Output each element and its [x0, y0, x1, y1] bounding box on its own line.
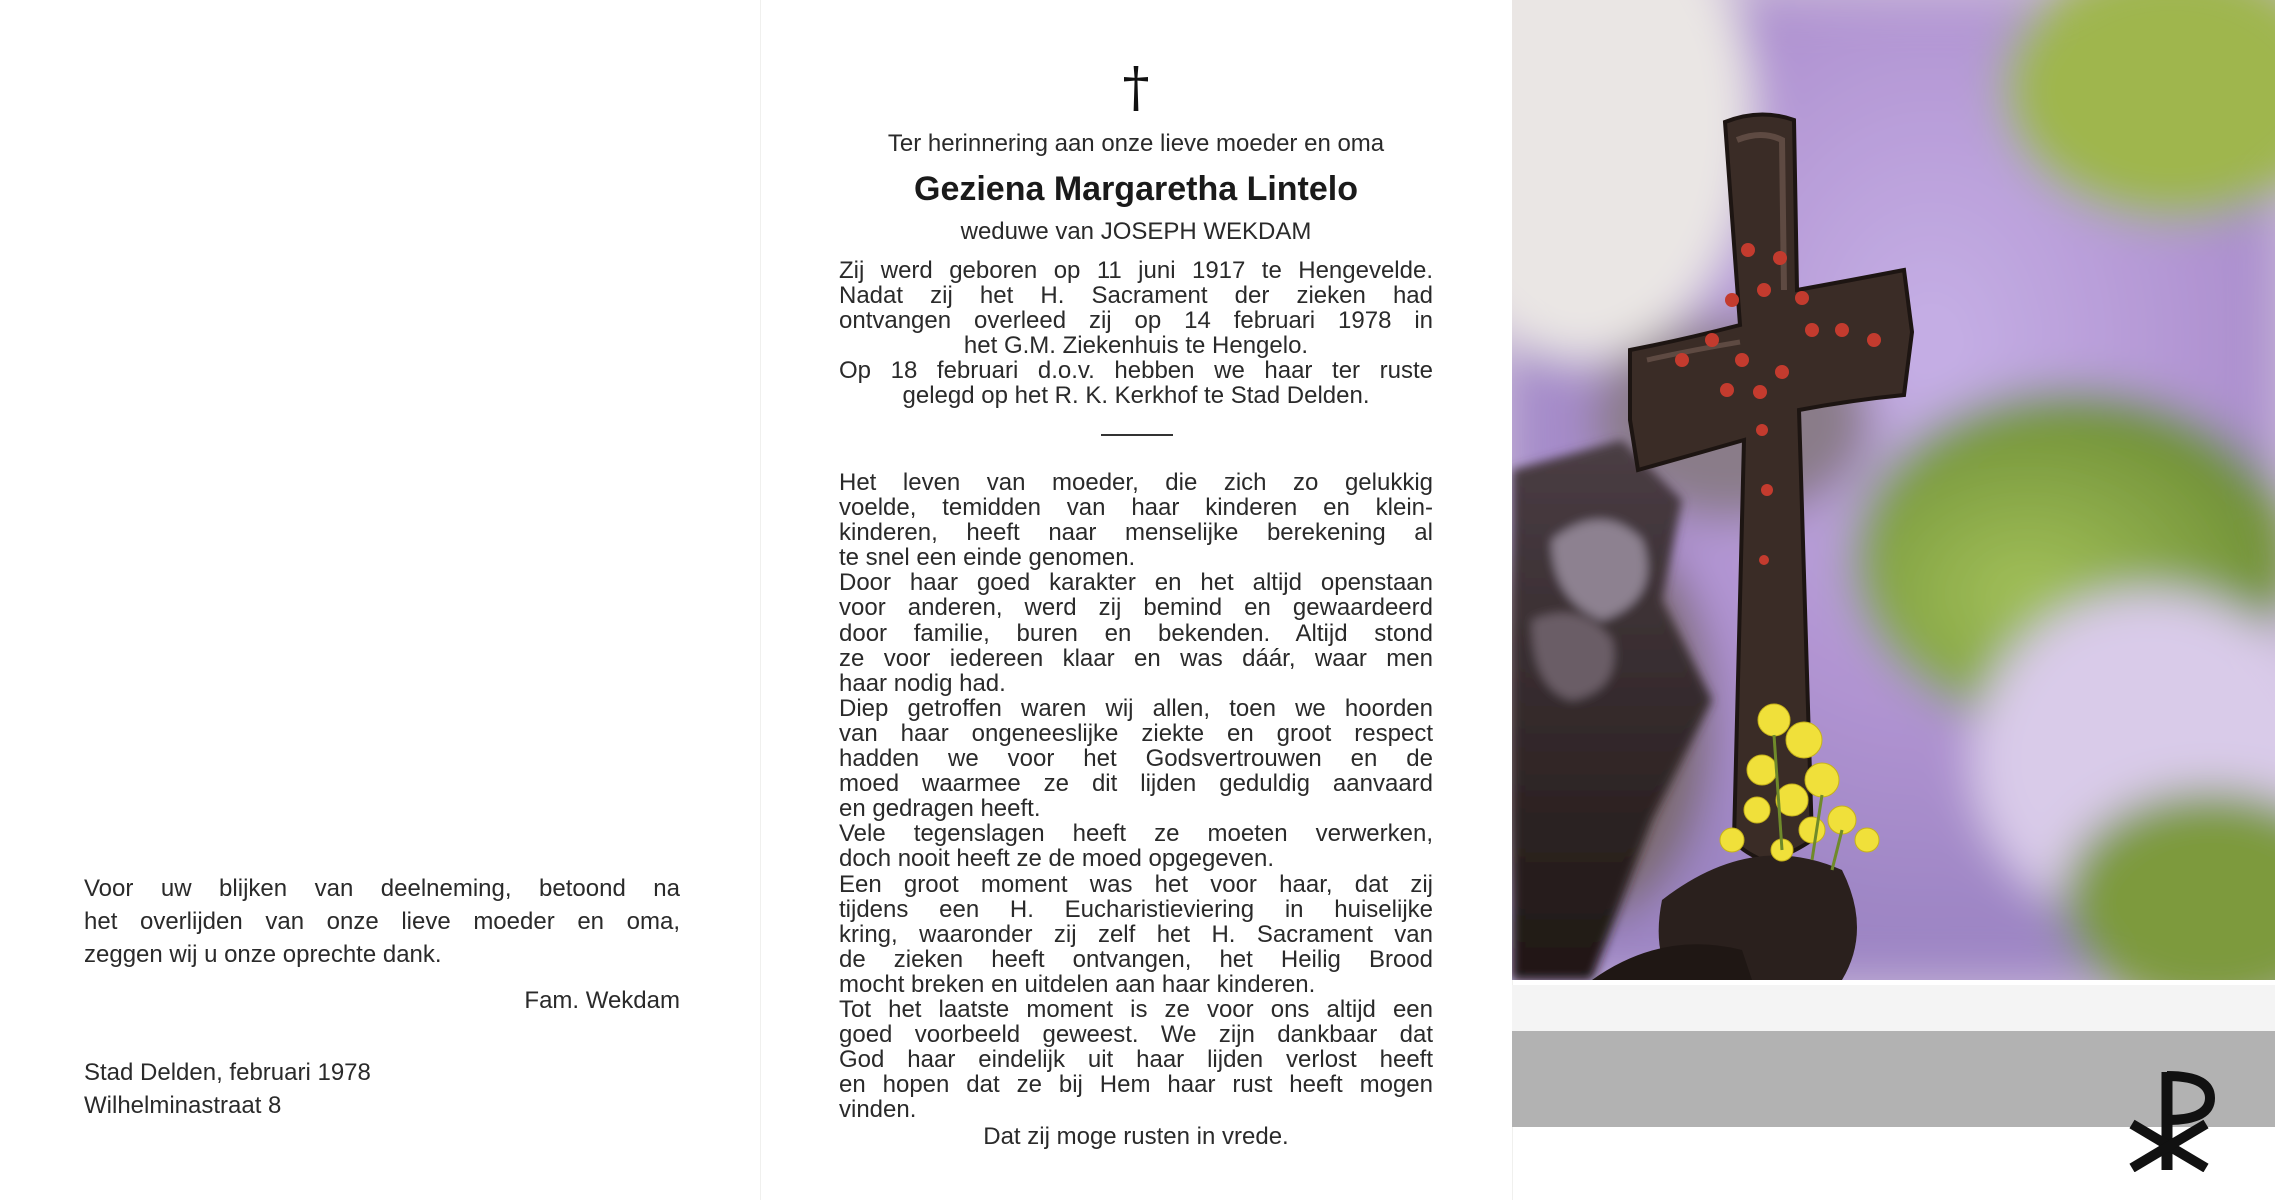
- text-line: Een groot moment was het voor haar, dat zij: [839, 870, 1433, 898]
- photo-illustration: [1512, 0, 2275, 980]
- dagger-cross-icon: †: [1122, 56, 1150, 119]
- street-address: Wilhelminastraat 8: [84, 1092, 282, 1119]
- right-panel: [1512, 0, 2275, 1200]
- deceased-name: Geziena Margaretha Lintelo: [914, 170, 1358, 208]
- stripe-light: [1512, 985, 2275, 1031]
- text-line: God haar eindelijk uit haar lijden verlost heeft: [839, 1046, 1433, 1074]
- bio-line: Zij werd geboren op 11 juni 1917 te Hengevelde.: [839, 257, 1433, 284]
- text-line: kring, waaronder zij zelf het H. Sacrament van: [839, 920, 1433, 948]
- divider: [1101, 434, 1173, 436]
- text-line: de zieken heeft ontvangen, het Heilig Brood: [839, 945, 1433, 973]
- bio-line: het G.M. Ziekenhuis te Hengelo.: [963, 332, 1309, 360]
- chi-rho-icon: [2122, 1062, 2222, 1177]
- text-line: en gedragen heeft.: [839, 795, 1041, 823]
- place-date: Stad Delden, februari 1978: [84, 1059, 371, 1086]
- middle-panel: [760, 0, 1512, 1200]
- address-block: [84, 1056, 371, 1122]
- bio-line: gelegd op het R. K. Kerkhof te Stad Delden.: [902, 382, 1370, 410]
- text-line: moed waarmee ze dit lijden geduldig aanvaard: [839, 770, 1433, 798]
- text-line: Diep getroffen waren wij allen, toen we hoorden: [839, 694, 1433, 722]
- text-line: kinderen, heeft naar menselijke berekening al: [839, 519, 1433, 547]
- text-line: ze voor iedereen klaar en was dáár, waar men: [839, 644, 1433, 672]
- text-line: te snel een einde genomen.: [839, 544, 1136, 572]
- text-line: Door haar goed karakter en het altijd openstaan: [839, 569, 1433, 597]
- widow-of-line: weduwe van JOSEPH WEKDAM: [960, 218, 1312, 245]
- family-signature: Fam. Wekdam: [524, 987, 680, 1014]
- cross-photo: [1512, 0, 2275, 980]
- thanks-line: Voor uw blijken van deelneming, betoond na: [84, 875, 680, 902]
- text-line: Tot het laatste moment is ze voor ons altijd een: [839, 995, 1433, 1023]
- text-line: voor anderen, werd zij bemind en gewaardeerd: [839, 594, 1433, 622]
- bio-line: Nadat zij het H. Sacrament der zieken had: [839, 282, 1433, 310]
- closing-line: Dat zij moge rusten in vrede.: [983, 1123, 1289, 1150]
- text-line: mocht breken en uitdelen aan haar kinderen.: [839, 970, 1316, 998]
- text-line: en hopen dat ze bij Hem haar rust heeft mogen: [839, 1071, 1433, 1099]
- thanks-line: het overlijden van onze lieve moeder en oma,: [84, 908, 680, 935]
- chi-rho-symbol: [2122, 1062, 2222, 1172]
- text-line: voelde, temidden van haar kinderen en klein-: [839, 494, 1433, 522]
- text-line: goed voorbeeld geweest. We zijn dankbaar dat: [839, 1021, 1433, 1049]
- text-line: vinden.: [839, 1096, 917, 1124]
- bio-line: Op 18 februari d.o.v. hebben we haar ter ruste: [839, 357, 1433, 385]
- thanks-message: [84, 872, 680, 971]
- memorial-text: [839, 470, 1433, 1122]
- text-line: Vele tegenslagen heeft ze moeten verwerken,: [839, 820, 1433, 848]
- text-line: door familie, buren en bekenden. Altijd stond: [839, 619, 1433, 647]
- bio-line: ontvangen overleed zij op 14 februari 1978 in: [839, 307, 1433, 335]
- text-line: hadden we voor het Godsvertrouwen en de: [839, 745, 1433, 773]
- text-line: van haar ongeneeslijke ziekte en groot respect: [839, 719, 1433, 747]
- left-panel: [0, 0, 760, 1200]
- text-line: Het leven van moeder, die zich zo gelukkig: [839, 469, 1433, 496]
- text-line: tijdens een H. Eucharistieviering in huiselijke: [839, 895, 1433, 923]
- text-line: haar nodig had.: [839, 669, 1006, 697]
- biography-block: [839, 258, 1433, 409]
- thanks-line: zeggen wij u onze oprechte dank.: [84, 941, 442, 968]
- intro-line: Ter herinnering aan onze lieve moeder en oma: [887, 130, 1385, 157]
- text-line: doch nooit heeft ze de moed opgegeven.: [839, 845, 1274, 873]
